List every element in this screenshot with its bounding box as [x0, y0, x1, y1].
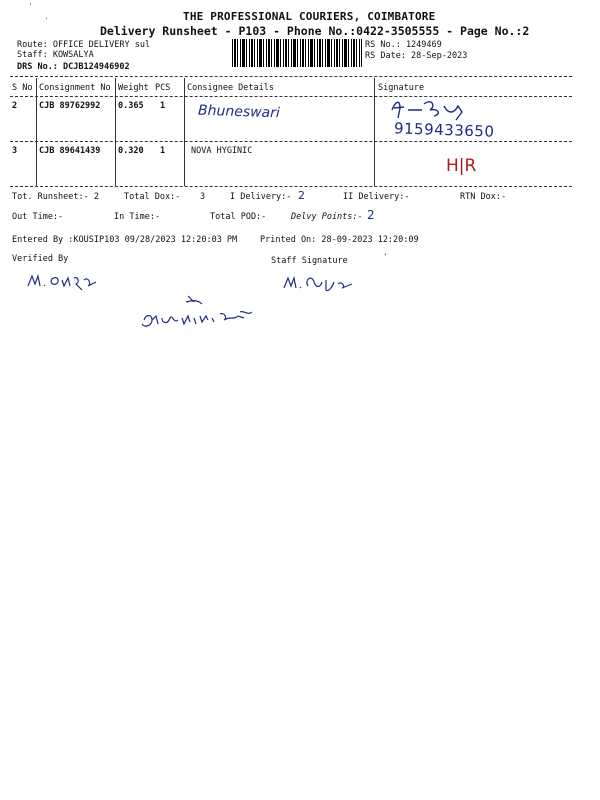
route-text: Route: OFFICE DELIVERY sul [17, 40, 151, 50]
in-time-label: In Time:- [114, 212, 161, 222]
table-bottom-rule [10, 186, 572, 187]
barcode [232, 39, 362, 67]
row1-consignee-handwritten: Bhuneswari [197, 102, 281, 122]
drs-number: DRS No.: DCJB124946902 [17, 62, 130, 72]
row1-signature-scrawl [388, 96, 478, 122]
column-divider [36, 78, 37, 186]
company-name: THE PROFESSIONAL COURIERS, COIMBATORE [183, 10, 436, 23]
scan-mark: . [44, 12, 49, 21]
row2-signature-mark: H|R [446, 156, 477, 176]
delvy-points-handwritten: 2 [367, 208, 375, 222]
row2-consignment-no: CJB 89641439 [39, 146, 101, 156]
i-delivery-handwritten: 2 [298, 189, 305, 202]
runsheet-title: Delivery Runsheet - P103 - Phone No.:0422-3505555 - Page No.:2 [100, 24, 530, 38]
printed-on: Printed On: 28-09-2023 12:20:09 [260, 235, 419, 245]
rs-number: RS No.: 1249469 [365, 40, 442, 50]
entered-by: Entered By :KOUSIP103 09/28/2023 12:20:03 PM [12, 235, 238, 245]
table-top-rule [10, 76, 572, 77]
table-row-rule [10, 141, 572, 142]
column-divider [184, 78, 185, 186]
scan-mark: ‘ [383, 252, 388, 261]
rs-date: RS Date: 28-Sep-2023 [365, 51, 468, 61]
col-header-signature: Signature [378, 83, 425, 93]
col-header-consignee: Consignee Details [187, 83, 274, 93]
staff-signature [282, 270, 362, 294]
total-dox-label: Total Dox:- [124, 192, 181, 202]
row2-sno: 3 [12, 146, 18, 156]
receiver-signature [140, 290, 260, 332]
out-time-label: Out Time:- [12, 212, 64, 222]
row2-weight: 0.320 [118, 146, 144, 156]
delvy-points-label: Delvy Points:- [291, 212, 363, 222]
row2-pcs: 1 [160, 146, 166, 156]
verified-by-label: Verified By [12, 254, 69, 264]
row2-consignee: NOVA HYGINIC [191, 146, 253, 156]
col-header-weight: Weight [118, 83, 149, 93]
verifier-signature [26, 268, 106, 292]
col-header-consignment: Consignment No [39, 83, 111, 93]
total-dox-value: 3 [200, 192, 206, 202]
row1-pcs: 1 [160, 101, 166, 111]
staff-text: Staff: KOWSALYA [17, 50, 94, 60]
table-header-rule [10, 96, 572, 97]
row1-phone-handwritten: 9159433650 [393, 119, 495, 141]
row1-weight: 0.365 [118, 101, 144, 111]
col-header-sno: S No [12, 83, 33, 93]
column-divider [115, 78, 116, 186]
col-header-pcs: PCS [155, 83, 171, 93]
rtn-dox-label: RTN Dox:- [460, 192, 507, 202]
i-delivery-label: I Delivery:- [230, 192, 292, 202]
scan-mark: ' [28, 2, 33, 11]
staff-signature-label: Staff Signature [271, 256, 348, 266]
total-pod-label: Total POD:- [210, 212, 267, 222]
tot-runsheet: Tot. Runsheet:- 2 [12, 192, 99, 202]
row1-consignment-no: CJB 89762992 [39, 101, 101, 111]
row1-sno: 2 [12, 101, 18, 111]
ii-delivery-label: II Delivery:- [343, 192, 410, 202]
column-divider [374, 78, 375, 186]
